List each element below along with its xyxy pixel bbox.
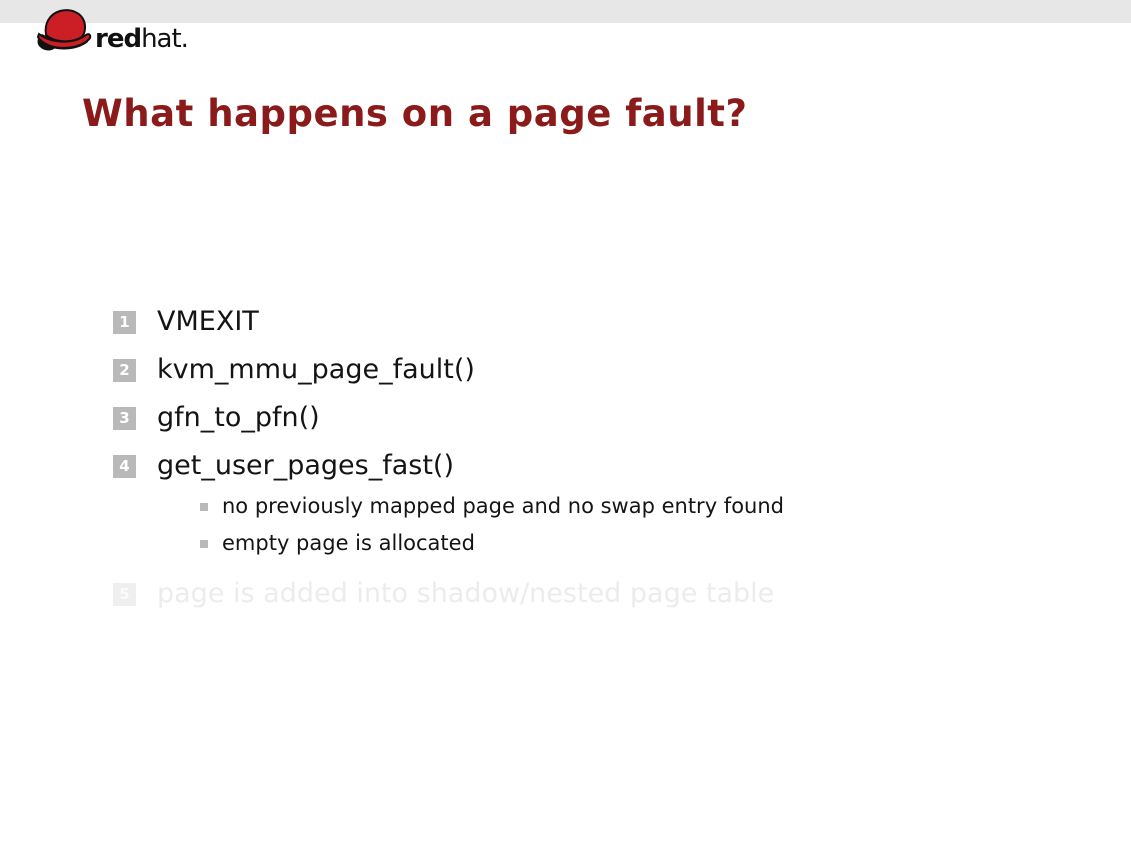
- steps-list: [113, 306, 1053, 626]
- wordmark-hat: hat.: [141, 24, 188, 54]
- step-body: [157, 402, 320, 434]
- step-label: VMEXIT: [157, 306, 259, 337]
- step-body: [157, 450, 784, 562]
- step-label: gfn_to_pfn(): [157, 402, 320, 433]
- square-bullet-icon: [200, 540, 208, 548]
- step-body: [157, 354, 475, 386]
- step-item-2: [113, 354, 1053, 386]
- sub-item-label: no previously mapped page and no swap entry found: [222, 494, 784, 518]
- step-label: page is added into shadow/nested page table: [157, 578, 775, 609]
- sub-item: [200, 525, 784, 562]
- step-number-badge: 4: [113, 455, 136, 478]
- redhat-logo: [34, 6, 188, 53]
- step-item-1: [113, 306, 1053, 338]
- step-body: [157, 578, 774, 610]
- step-number-badge: 1: [113, 311, 136, 334]
- step-label: kvm_mmu_page_fault(): [157, 354, 475, 385]
- square-bullet-icon: [200, 503, 208, 511]
- sub-items-list: [157, 488, 784, 562]
- step-label: get_user_pages_fast(): [157, 450, 454, 481]
- step-item-3: [113, 402, 1053, 434]
- step-number-badge: 2: [113, 359, 136, 382]
- slide-title: What happens on a page fault?: [82, 92, 748, 135]
- sub-item-label: empty page is allocated: [222, 531, 475, 555]
- redhat-fedora-icon: [34, 6, 92, 53]
- step-number-badge: 3: [113, 407, 136, 430]
- step-item-5-faded: [113, 578, 1053, 610]
- wordmark-red: red: [95, 24, 142, 54]
- step-body: [157, 306, 259, 338]
- step-item-4: [113, 450, 1053, 562]
- redhat-wordmark: [95, 26, 188, 52]
- sub-item: [200, 488, 784, 525]
- step-number-badge: 5: [113, 583, 136, 606]
